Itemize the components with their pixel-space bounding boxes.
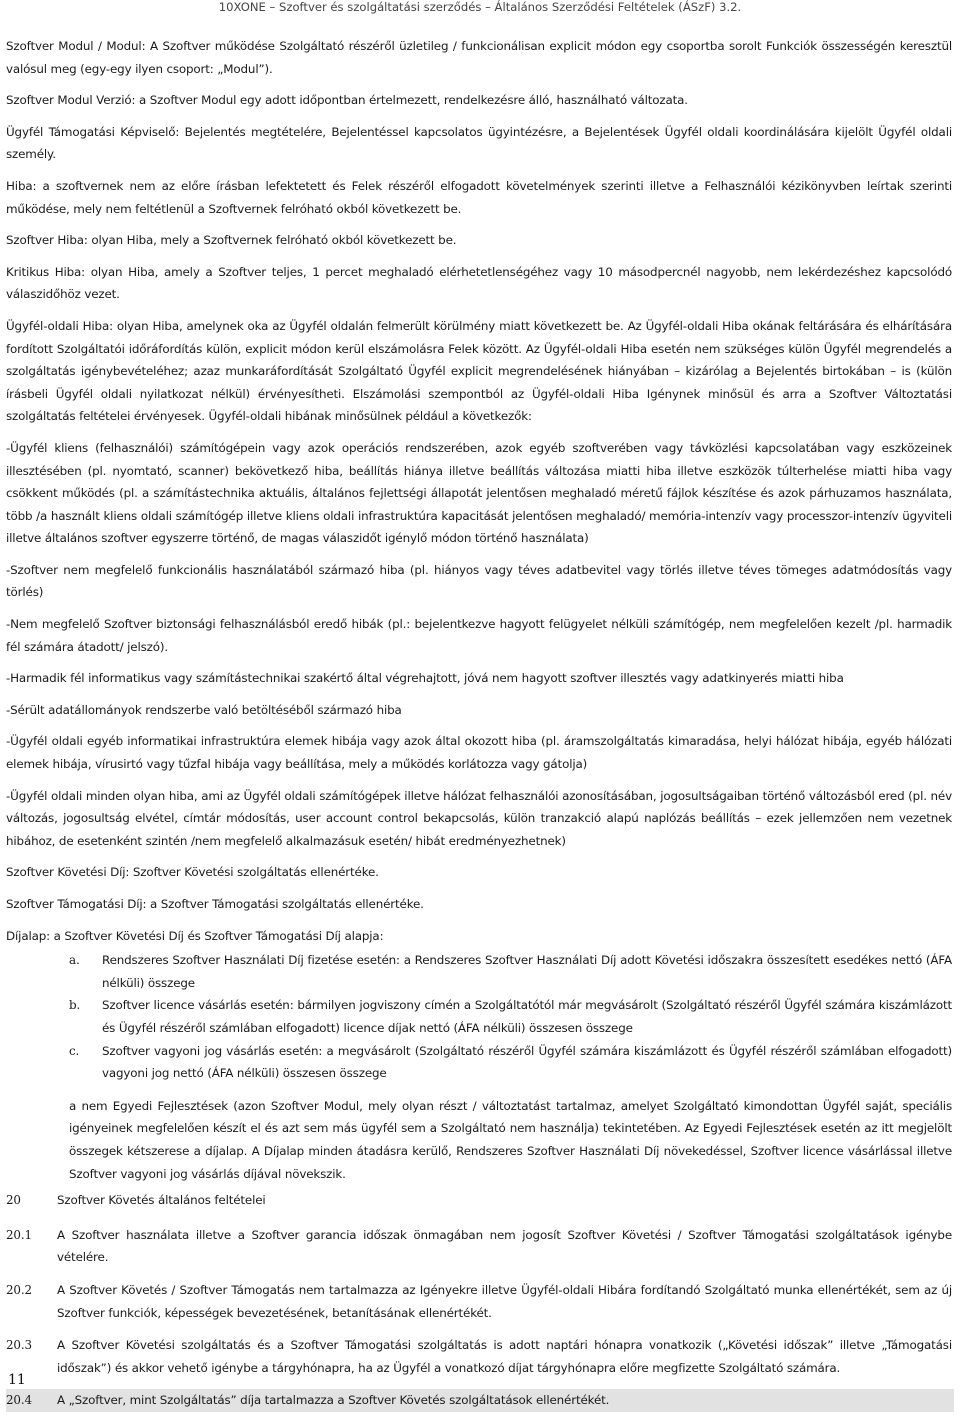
subsection-text: A „Szoftver, mint Szolgáltatás” díja tartalmazza a Szoftver Követés szolgáltatások ellenértékét. — [57, 1393, 610, 1408]
subsection-number: 20.4 — [6, 1393, 32, 1408]
paragraph-szoftver-hiba: Szoftver Hiba: olyan Hiba, mely a Szoftvernek felróható okból következett be. — [6, 233, 457, 248]
section-title: Szoftver Követés általános feltételei — [57, 1193, 266, 1208]
subsection-20-3 — [6, 1334, 952, 1379]
paragraph-hiba-pelda-azonositas: -Ügyfél oldali minden olyan hiba, ami az Ügyfél oldali számítógépek illetve hálózat felhasználói azonosításában, jogosultságaiban történő változásból ered (pl. név változás, jogosultság elvétel, címtár módosítás, user account control bekapcsolás, külön tranzakció alapú naplózás beállítás – ezek jellemzően nem vezetnek hibához, de esetenként szintén /nem megfelelő alkalmazásuk esetén/ hibát eredményezhetnek) — [6, 788, 952, 848]
dijalap-list — [6, 949, 952, 1085]
paragraph-kritikus-hiba: Kritikus Hiba: olyan Hiba, amely a Szoftver teljes, 1 percet meghaladó elérhetetlenségéhez vagy 10 másodpercnél nagyobb, nem lekérdezéshez kapcsolódó válaszidőhöz vezet. — [6, 264, 952, 302]
paragraph-egyedi-fejlesztesek: a nem Egyedi Fejlesztések (azon Szoftver Modul, mely olyan részt / változtatást tartalmaz, amelyet Szolgáltató kimondottan Ügyfél saját, speciális igényeinek megfelelően készít el és azt sem más ügyfél sem a Szolgáltató nem használja) tekintetében. Az Egyedi Fejlesztések esetén az itt megjelölt összegek kétszerese a díjalap. A Díjalap minden átadásra kerülő, Rendszeres Szoftver Használati Díj növekedéssel, Szoftver licence vásárlással illetve Szoftver vagyoni jog vásárlás díjával növekszik. — [69, 1098, 952, 1181]
paragraph-szoftver-modul: Szoftver Modul / Modul: A Szoftver működése Szolgáltató részéről üzletileg / funkcionálisan explicit módon egy csoportba sorolt Funkciók összességén keresztül valósul meg (egy-egy ilyen csoport: „Modul”). — [6, 39, 952, 76]
document-body — [6, 35, 952, 1422]
paragraph-ugyfel-oldali-hiba: Ügyfél-oldali Hiba: olyan Hiba, amelynek oka az Ügyfél oldalán felmerült körülmény miatt következett be. Az Ügyfél-oldali Hiba okának feltárására és elhárítására fordított Szolgáltatói időráfordítás külön, explicit módon kerül elszámolásra Felek között. Az Ügyfél-oldali Hiba esetén nem szükséges külön Ügyfél megrendelés a szolgáltatás igénybevételéhez; azaz munkaráfordítását Szolgáltató Ügyfél explicit megrendelésének hiányában – kizárólag a Bejelentés birtokában – is (külön írásbeli Ügyfél oldali nyilatkozat nélkül) érvényesítheti. Elszámolási szempontból az Ügyfél-oldali Hiba Igénynek minősül és arra a Szoftver Változtatási szolgáltatás feltételei érvényesek. Ügyfél-oldali hibának minősülnek például a következők: — [6, 318, 952, 424]
page-header: 10XONE – Szoftver és szolgáltatási szerződés – Általános Szerződési Feltételek (ÁSzF) 3.2. — [218, 0, 742, 14]
subsection-text: A Szoftver Követési szolgáltatás és a Szoftver Támogatási szolgáltatás is adott naptári hónapra vonatkozik („Követési időszak” illetve „Támogatási időszak”) és akkor vehető igénybe a tárgyhónapra, ha az Ügyfél a vonatkozó díjat tárgyhónapra előre megfizette Szolgáltató számára. — [57, 1338, 952, 1375]
subsection-text: A Szoftver használata illetve a Szoftver garancia időszak önmagában nem jogosít Szoftver Követési / Szoftver Támogatási szolgáltatások igénybe vételére. — [57, 1227, 952, 1265]
list-item — [6, 949, 952, 994]
section-number: 20 — [6, 1193, 21, 1208]
subsection-number: 20.3 — [6, 1338, 32, 1353]
paragraph-hiba: Hiba: a szoftvernek nem az előre írásban lefektetett és Felek részéről elfogadott követelmények szerinti illetve a Felhasználói kézikönyvben leírtak szerinti működése, mely nem feltétlenül a Szoftvernek felróható okból következett be. — [6, 178, 952, 216]
list-item-text: Rendszeres Szoftver Használati Díj fizetése esetén: a Rendszeres Szoftver Használati Díj adott Követési időszakra összesített esedékes nettó (ÁFA nélküli) összege — [102, 953, 952, 990]
subsection-20-1 — [6, 1224, 952, 1269]
subsection-text: A Szoftver Követés / Szoftver Támogatás nem tartalmazza az Igényekre illetve Ügyfél-oldali Hibára fordítandó Szolgáltató munka ellenértékét, sem az új Szoftver funkciók, képességek bevezetésének, betanításának ellenértékét. — [57, 1282, 952, 1320]
paragraph-dijalap: Díjalap: a Szoftver Követési Díj és Szoftver Támogatási Díj alapja: — [6, 928, 384, 943]
paragraph-hiba-pelda-infrastruktura: -Ügyfél oldali egyéb informatikai infrastruktúra elemek hibája vagy azok által okozott hiba (pl. áramszolgáltatás kimaradása, helyi hálózat hibája, egyéb hálózati elemek hibája, vírusirtó vagy tűzfal hibája vagy beállítása, mely a működés korlátozza vagy gátolja) — [6, 734, 952, 772]
subsection-number: 20.1 — [6, 1227, 32, 1242]
paragraph-szoftver-tamogatasi-dij: Szoftver Támogatási Díj: a Szoftver Támogatási szolgáltatás ellenértéke. — [6, 897, 424, 911]
paragraph-hiba-pelda-funkcionalis: -Szoftver nem megfelelő funkcionális használatából származó hiba (pl. hiányos vagy téves adatbevitel vagy törlés illetve téves tömeges adatmódosítás vagy törlés) — [6, 562, 952, 600]
list-item-text: Szoftver licence vásárlás esetén: bármilyen jogviszony címén a Szolgáltatótól már megvásárolt (Szolgáltató részéről Ügyfél számára kiszámlázott és Ügyfél részéről számlában elfogadott) licence díjak nettó (ÁFA nélküli) összesen összege — [102, 998, 952, 1035]
paragraph-ugyfel-tamogatasi-kepviselo: Ügyfél Támogatási Képviselő: Bejelentés megtételére, Bejelentéssel kapcsolatos ügyintézésre, a Bejelentések Ügyfél oldali koordinálására kijelölt Ügyfél oldali személy. — [6, 124, 952, 162]
subsection-number: 20.2 — [6, 1282, 32, 1297]
section-heading — [6, 1189, 952, 1212]
page-number: 11 — [8, 1372, 26, 1388]
list-item — [6, 1040, 952, 1085]
paragraph-hiba-pelda-harmadik-fel: -Harmadik fél informatikus vagy számítástechnikai szakértő által végrehajtott, jóvá nem hagyott szoftver illesztés vagy adatkinyerés miatti hiba — [6, 671, 844, 686]
paragraph-szoftver-kovetesi-dij: Szoftver Követési Díj: Szoftver Követési szolgáltatás ellenértéke. — [6, 865, 379, 880]
list-marker: b. — [69, 998, 81, 1013]
paragraph-szoftver-modul-verzio: Szoftver Modul Verzió: a Szoftver Modul egy adott időpontban értelmezett, rendelkezésre álló, használható változata. — [6, 93, 688, 108]
list-item — [6, 994, 952, 1039]
paragraph-hiba-pelda-kliens: -Ügyfél kliens (felhasználói) számítógépein vagy azok operációs rendszerében, azok egyéb szoftverében vagy távközlési kapcsolatában vagy eszközeinek illesztésében (pl. nyomtató, scanner) bekövetkező hiba, beállítás hiánya illetve beállítás változása miatti hiba illetve eszközök túlterhelése miatti hiba vagy csökkent működés (pl. a számítástechnika aktuális, általános fejlettségi állapotát jelentősen meghaladó méretű fájlok készítése és azok párhuzamos használata, több /a használt kliens oldali számítógép illetve kliens oldali infrastruktúra kapacitását jelentősen meghaladó/ memória-intenzív vagy processzor-intenzív ügyviteli illetve általános szoftver egyszerre történő, de magas válaszidőt igénylő módon történő használata) — [6, 440, 952, 546]
paragraph-hiba-pelda-serult-adat: -Sérült adatállományok rendszerbe való betöltéséből származó hiba — [6, 702, 402, 717]
subsection-20-4 — [6, 1389, 954, 1412]
subsection-20-2 — [6, 1279, 952, 1324]
paragraph-hiba-pelda-biztonsagi: -Nem megfelelő Szoftver biztonsági felhasználásból eredő hibák (pl.: bejelentkezve hagyott felügyelet nélküli számítógép, nem megfelelően kezelt /pl. harmadik fél számára átadott/ jelszó). — [6, 617, 952, 654]
list-marker: a. — [69, 953, 80, 968]
list-item-text: Szoftver vagyoni jog vásárlás esetén: a megvásárolt (Szolgáltató részéről Ügyfél számára kiszámlázott és Ügyfél részéről számlában elfogadott) vagyoni jog nettó (ÁFA nélküli) összesen összege — [102, 1043, 952, 1081]
list-marker: c. — [69, 1043, 80, 1058]
